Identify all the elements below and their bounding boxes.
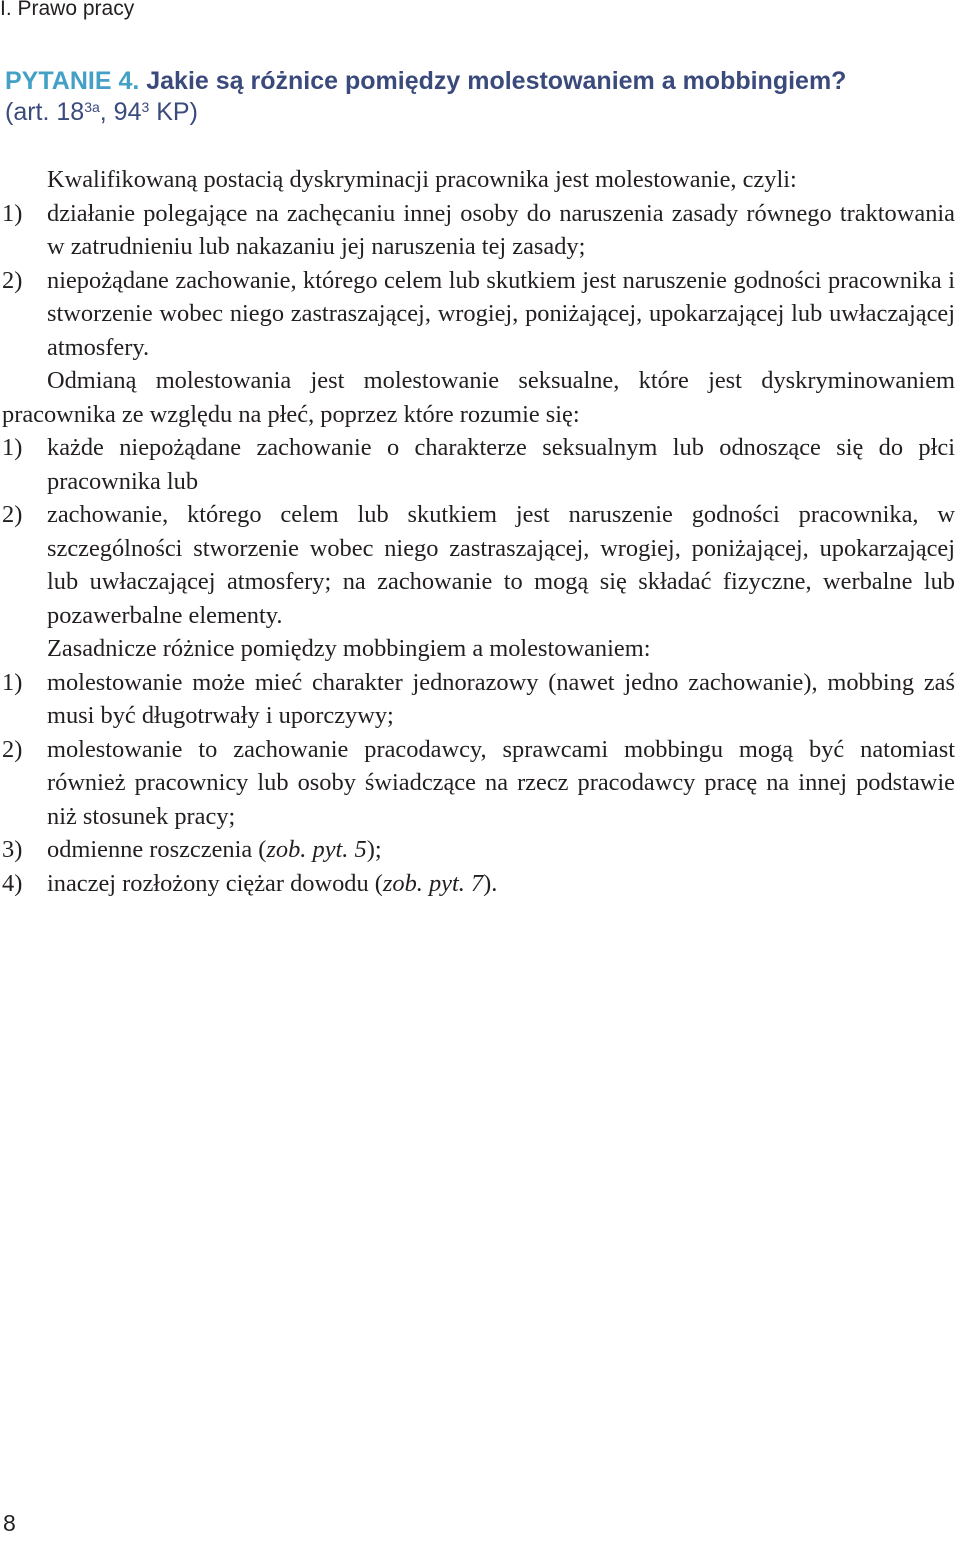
ref-sup-2: 3 <box>141 99 150 115</box>
question-label: PYTANIE 4. <box>5 67 140 95</box>
ref-mid: , 94 <box>99 98 142 126</box>
page-number: 8 <box>3 1510 16 1536</box>
list-item <box>2 867 955 901</box>
ref-prefix: (art. 18 <box>5 98 85 126</box>
cross-reference: zob. pyt. 7 <box>382 869 484 897</box>
list-item <box>2 498 955 632</box>
question-heading <box>5 66 955 128</box>
list-item <box>2 666 955 733</box>
ref-sup-1: 3a <box>84 99 100 115</box>
list-item <box>2 264 955 365</box>
list-number: 1) <box>2 434 23 461</box>
list-text-part: ); <box>366 836 382 863</box>
list-text: każde niepożądane zachowanie o charakterze seksualnym lub odnoszące się do płci pracownika lub <box>47 434 955 495</box>
question-text: Jakie są różnice pomiędzy molestowaniem a mobbingiem? <box>146 67 847 95</box>
list-number: 2) <box>2 501 23 528</box>
list-item <box>2 733 955 834</box>
list-item <box>2 431 955 498</box>
list-item <box>2 197 955 264</box>
list-number: 1) <box>2 199 23 227</box>
list-text: niepożądane zachowanie, którego celem lub skutkiem jest naruszenie godności pracownika i stworzenie wobec niego zastraszającej, wrogiej, poniżającej, upokarzającej lub uwłaczającej atmosfery. <box>47 266 955 361</box>
list-text <box>47 836 382 863</box>
list-number: 4) <box>2 869 23 897</box>
ref-suffix: KP) <box>149 98 198 126</box>
section2-intro: Odmianą molestowania jest molestowanie seksualne, które jest dyskryminowaniem pracownika ze względu na płeć, poprzez które rozumie się: <box>2 367 955 428</box>
list-number: 1) <box>2 668 23 696</box>
list-text-part: odmienne roszczenia ( <box>47 836 267 863</box>
list-text: działanie polegające na zachęcaniu innej osoby do naruszenia zasady równego traktowania w zatrudnieniu lub nakazaniu jej naruszenia tej zasady; <box>47 199 955 260</box>
list-text-part: inaczej rozłożony ciężar dowodu ( <box>47 869 383 897</box>
cross-reference: zob. pyt. 5 <box>266 836 367 863</box>
list-item <box>2 833 955 867</box>
list-number: 3) <box>2 836 23 863</box>
list-text-part: ). <box>483 869 498 897</box>
list-text: molestowanie może mieć charakter jednorazowy (nawet jedno zachowanie), mobbing zaś musi być długotrwały i uporczywy; <box>47 668 955 729</box>
section1-intro: Kwalifikowaną postacią dyskryminacji pracownika jest molestowanie, czyli: <box>47 166 797 193</box>
list-text: molestowanie to zachowanie pracodawcy, sprawcami mobbingu mogą być natomiast również pracownicy lub osoby świadczące na rzecz pracodawcy pracę na innej podstawie niż stosunek pracy; <box>47 735 955 830</box>
answer-body <box>2 163 955 900</box>
list-text <box>47 870 497 897</box>
question-reference <box>5 98 198 126</box>
list-number: 2) <box>2 266 23 294</box>
running-head: I. Prawo pracy <box>0 0 135 20</box>
section3-intro: Zasadnicze różnice pomiędzy mobbingiem a molestowaniem: <box>47 635 651 662</box>
list-text: zachowanie, którego celem lub skutkiem jest naruszenie godności pracownika, w szczególności stworzenie wobec niego zastraszającej, wrogiej, poniżającej, upokarzającej lub uwłaczającej atmosfery; na zachowanie to mogą się składać fizyczne, werbalne lub pozawerbalne elementy. <box>47 501 955 629</box>
list-number: 2) <box>2 735 23 763</box>
